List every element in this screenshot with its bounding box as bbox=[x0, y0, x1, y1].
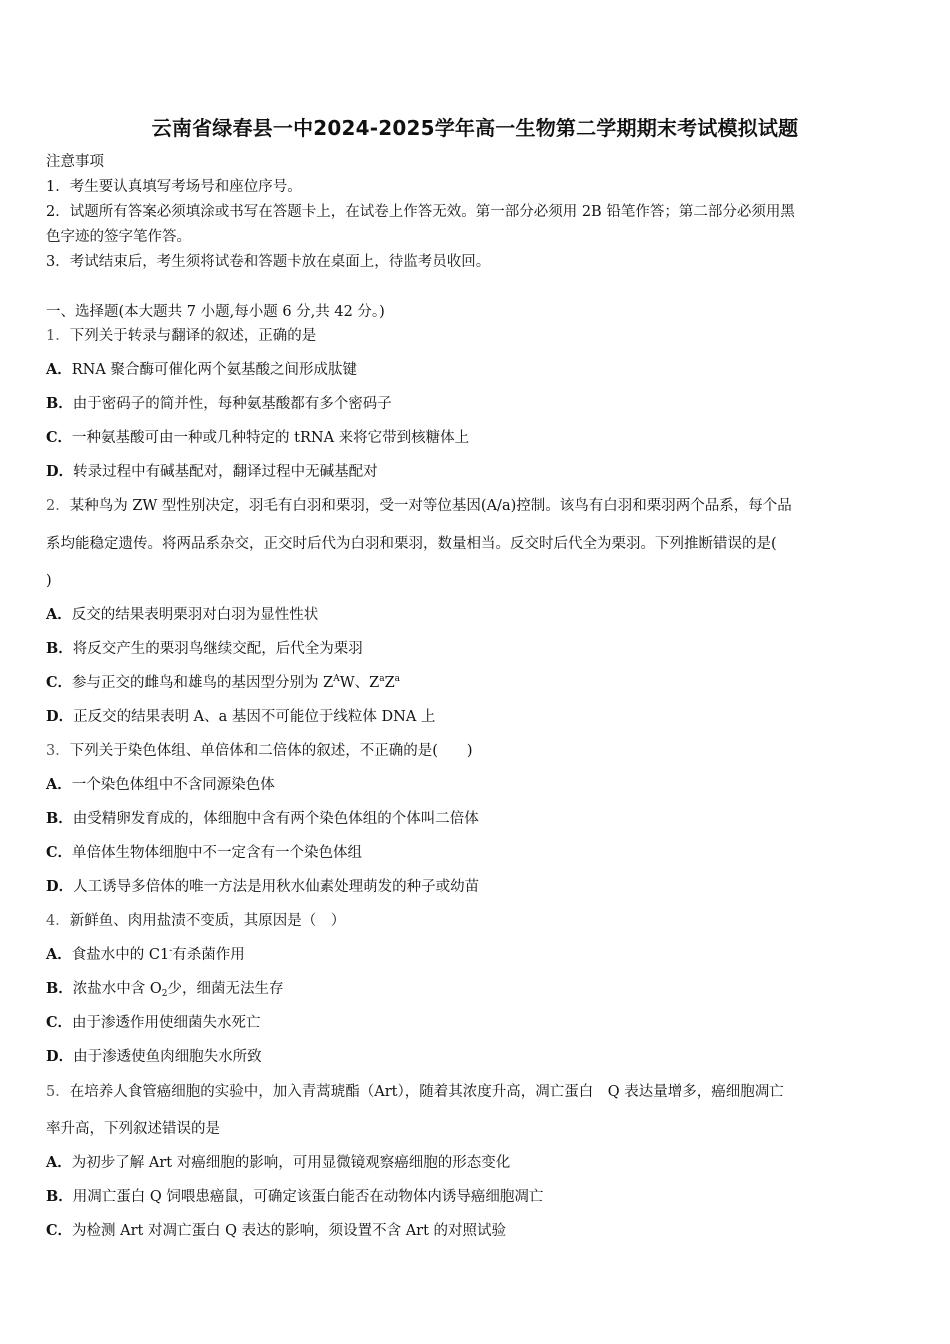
option-text: 转录过程中有碱基配对，翻译过程中无碱基配对 bbox=[73, 464, 378, 480]
question-stem bbox=[46, 741, 908, 761]
option-text: 少，细菌无法生存 bbox=[167, 981, 284, 997]
option-text: Z bbox=[384, 675, 395, 691]
question-stem bbox=[46, 496, 908, 516]
option-text: 将反交产生的栗羽鸟继续交配，后代全为栗羽 bbox=[72, 641, 363, 657]
option-letter: B． bbox=[46, 1188, 73, 1205]
option-letter: C． bbox=[46, 1014, 73, 1031]
option-text: 由于渗透作用使细菌失水死亡 bbox=[72, 1015, 261, 1031]
page-title: 云南省绿春县一中2024-2025学年高一生物第二学期期末考试模拟试题 bbox=[151, 116, 799, 140]
option-letter: D． bbox=[46, 1048, 74, 1065]
question-number: 4． bbox=[46, 913, 70, 929]
notice-item: 色字迹的签字笔作答。 bbox=[46, 229, 191, 245]
question-number: 2． bbox=[46, 498, 70, 514]
option-letter: D． bbox=[46, 708, 74, 725]
question-stem bbox=[46, 911, 908, 931]
option-item bbox=[46, 462, 908, 482]
option-item bbox=[46, 843, 908, 863]
superscript: A bbox=[333, 674, 340, 684]
option-text: 由于渗透使鱼肉细胞失水所致 bbox=[73, 1049, 262, 1065]
option-item bbox=[46, 809, 908, 829]
option-text: 由于密码子的简并性，每种氨基酸都有多个密码子 bbox=[72, 396, 392, 412]
notice-item: 1．考生要认真填写考场号和座位序号。 bbox=[46, 179, 302, 195]
option-text: 为检测 Art 对凋亡蛋白 Q 表达的影响，须设置不含 Art 的对照试验 bbox=[72, 1223, 507, 1239]
question-number: 3． bbox=[46, 743, 70, 759]
option-letter: C． bbox=[46, 1222, 73, 1239]
option-text: RNA 聚合酶可催化两个氨基酸之间形成肽键 bbox=[71, 362, 357, 378]
option-item bbox=[46, 605, 908, 625]
option-item bbox=[46, 775, 908, 795]
option-item bbox=[46, 1153, 908, 1173]
question-text: 下列关于染色体组、单倍体和二倍体的叙述，不正确的是( ) bbox=[69, 743, 473, 759]
question-stem bbox=[46, 326, 908, 346]
question-text-continued: 系均能稳定遗传。将两品系杂交，正交时后代为白羽和栗羽，数量相当。反交时后代全为栗羽。下列推断错误的是( bbox=[46, 536, 777, 552]
option-text: 人工诱导多倍体的唯一方法是用秋水仙素处理萌发的种子或幼苗 bbox=[73, 879, 480, 895]
option-letter: C． bbox=[46, 429, 73, 446]
option-letter: A． bbox=[46, 1154, 72, 1171]
option-text: 参与正交的雌鸟和雄鸟的基因型分别为 Z bbox=[72, 675, 334, 691]
option-text: 一个染色体组中不含同源染色体 bbox=[71, 777, 275, 793]
subscript: 2 bbox=[161, 989, 168, 999]
notice-item: 2．试题所有答案必须填涂或书写在答题卡上，在试卷上作答无效。第一部分必须用 2B 铅笔作答；第二部分必须用黑 bbox=[46, 204, 795, 220]
option-item bbox=[46, 428, 908, 448]
option-item bbox=[46, 1013, 908, 1033]
notice-heading: 注意事项 bbox=[46, 154, 104, 170]
superscript: a bbox=[394, 674, 401, 684]
question-number: 5． bbox=[46, 1084, 70, 1100]
question-text-continued: ) bbox=[46, 573, 52, 589]
option-letter: A． bbox=[46, 606, 72, 623]
option-item bbox=[46, 707, 908, 727]
option-letter: B． bbox=[46, 395, 73, 412]
option-text: 正反交的结果表明 A、a 基因不可能位于线粒体 DNA 上 bbox=[73, 709, 436, 725]
option-item bbox=[46, 673, 908, 693]
option-letter: B． bbox=[46, 810, 73, 827]
option-item bbox=[46, 394, 908, 414]
option-item bbox=[46, 360, 908, 380]
option-letter: B． bbox=[46, 980, 73, 997]
option-text: 一种氨基酸可由一种或几种特定的 tRNA 来将它带到核糖体上 bbox=[72, 430, 470, 446]
option-letter: D． bbox=[46, 463, 74, 480]
option-text: 单倍体生物体细胞中不一定含有一个染色体组 bbox=[72, 845, 363, 861]
option-text: 有杀菌作用 bbox=[172, 947, 245, 963]
option-letter: A． bbox=[46, 361, 72, 378]
question-text: 在培养人食管癌细胞的实验中，加入青蒿琥酯（Art），随着其浓度升高，凋亡蛋白 Q 表达量增多，癌细胞凋亡 bbox=[69, 1084, 784, 1100]
option-item bbox=[46, 877, 908, 897]
option-item bbox=[46, 1047, 908, 1067]
option-letter: A． bbox=[46, 946, 72, 963]
question-stem bbox=[46, 1082, 908, 1102]
option-text: 反交的结果表明栗羽对白羽为显性性状 bbox=[71, 607, 319, 623]
question-text-continued: 率升高，下列叙述错误的是 bbox=[46, 1121, 220, 1137]
question-text: 新鲜鱼、肉用盐渍不变质，其原因是（ ） bbox=[69, 913, 346, 929]
question-text: 某种鸟为 ZW 型性别决定，羽毛有白羽和栗羽，受一对等位基因(A/a)控制。该鸟有白羽和栗羽两个品系，每个品 bbox=[69, 498, 792, 514]
option-letter: C． bbox=[46, 674, 73, 691]
option-item bbox=[46, 639, 908, 659]
superscript: - bbox=[169, 946, 173, 956]
question-number: 1． bbox=[46, 328, 70, 344]
option-item bbox=[46, 945, 908, 965]
option-letter: D． bbox=[46, 878, 74, 895]
option-text: 食盐水中的 C1 bbox=[71, 947, 170, 963]
option-letter: C． bbox=[46, 844, 73, 861]
option-item bbox=[46, 1221, 908, 1241]
option-letter: B． bbox=[46, 640, 73, 657]
option-item bbox=[46, 1187, 908, 1207]
option-text: 由受精卵发育成的，体细胞中含有两个染色体组的个体叫二倍体 bbox=[72, 811, 479, 827]
notice-item: 3．考试结束后，考生须将试卷和答题卡放在桌面上，待监考员收回。 bbox=[46, 254, 491, 270]
question-text: 下列关于转录与翻译的叙述，正确的是 bbox=[69, 328, 317, 344]
option-text: 用凋亡蛋白 Q 饲喂患癌鼠，可确定该蛋白能否在动物体内诱导癌细胞凋亡 bbox=[72, 1189, 544, 1205]
section-heading: 一、选择题(本大题共 7 小题,每小题 6 分,共 42 分。) bbox=[46, 304, 385, 320]
option-letter: A． bbox=[46, 776, 72, 793]
option-text: W、Z bbox=[339, 675, 380, 691]
option-item bbox=[46, 979, 908, 999]
superscript: a bbox=[379, 674, 385, 684]
option-text: 为初步了解 Art 对癌细胞的影响，可用显微镜观察癌细胞的形态变化 bbox=[71, 1155, 511, 1171]
option-text: 浓盐水中含 O bbox=[72, 981, 162, 997]
